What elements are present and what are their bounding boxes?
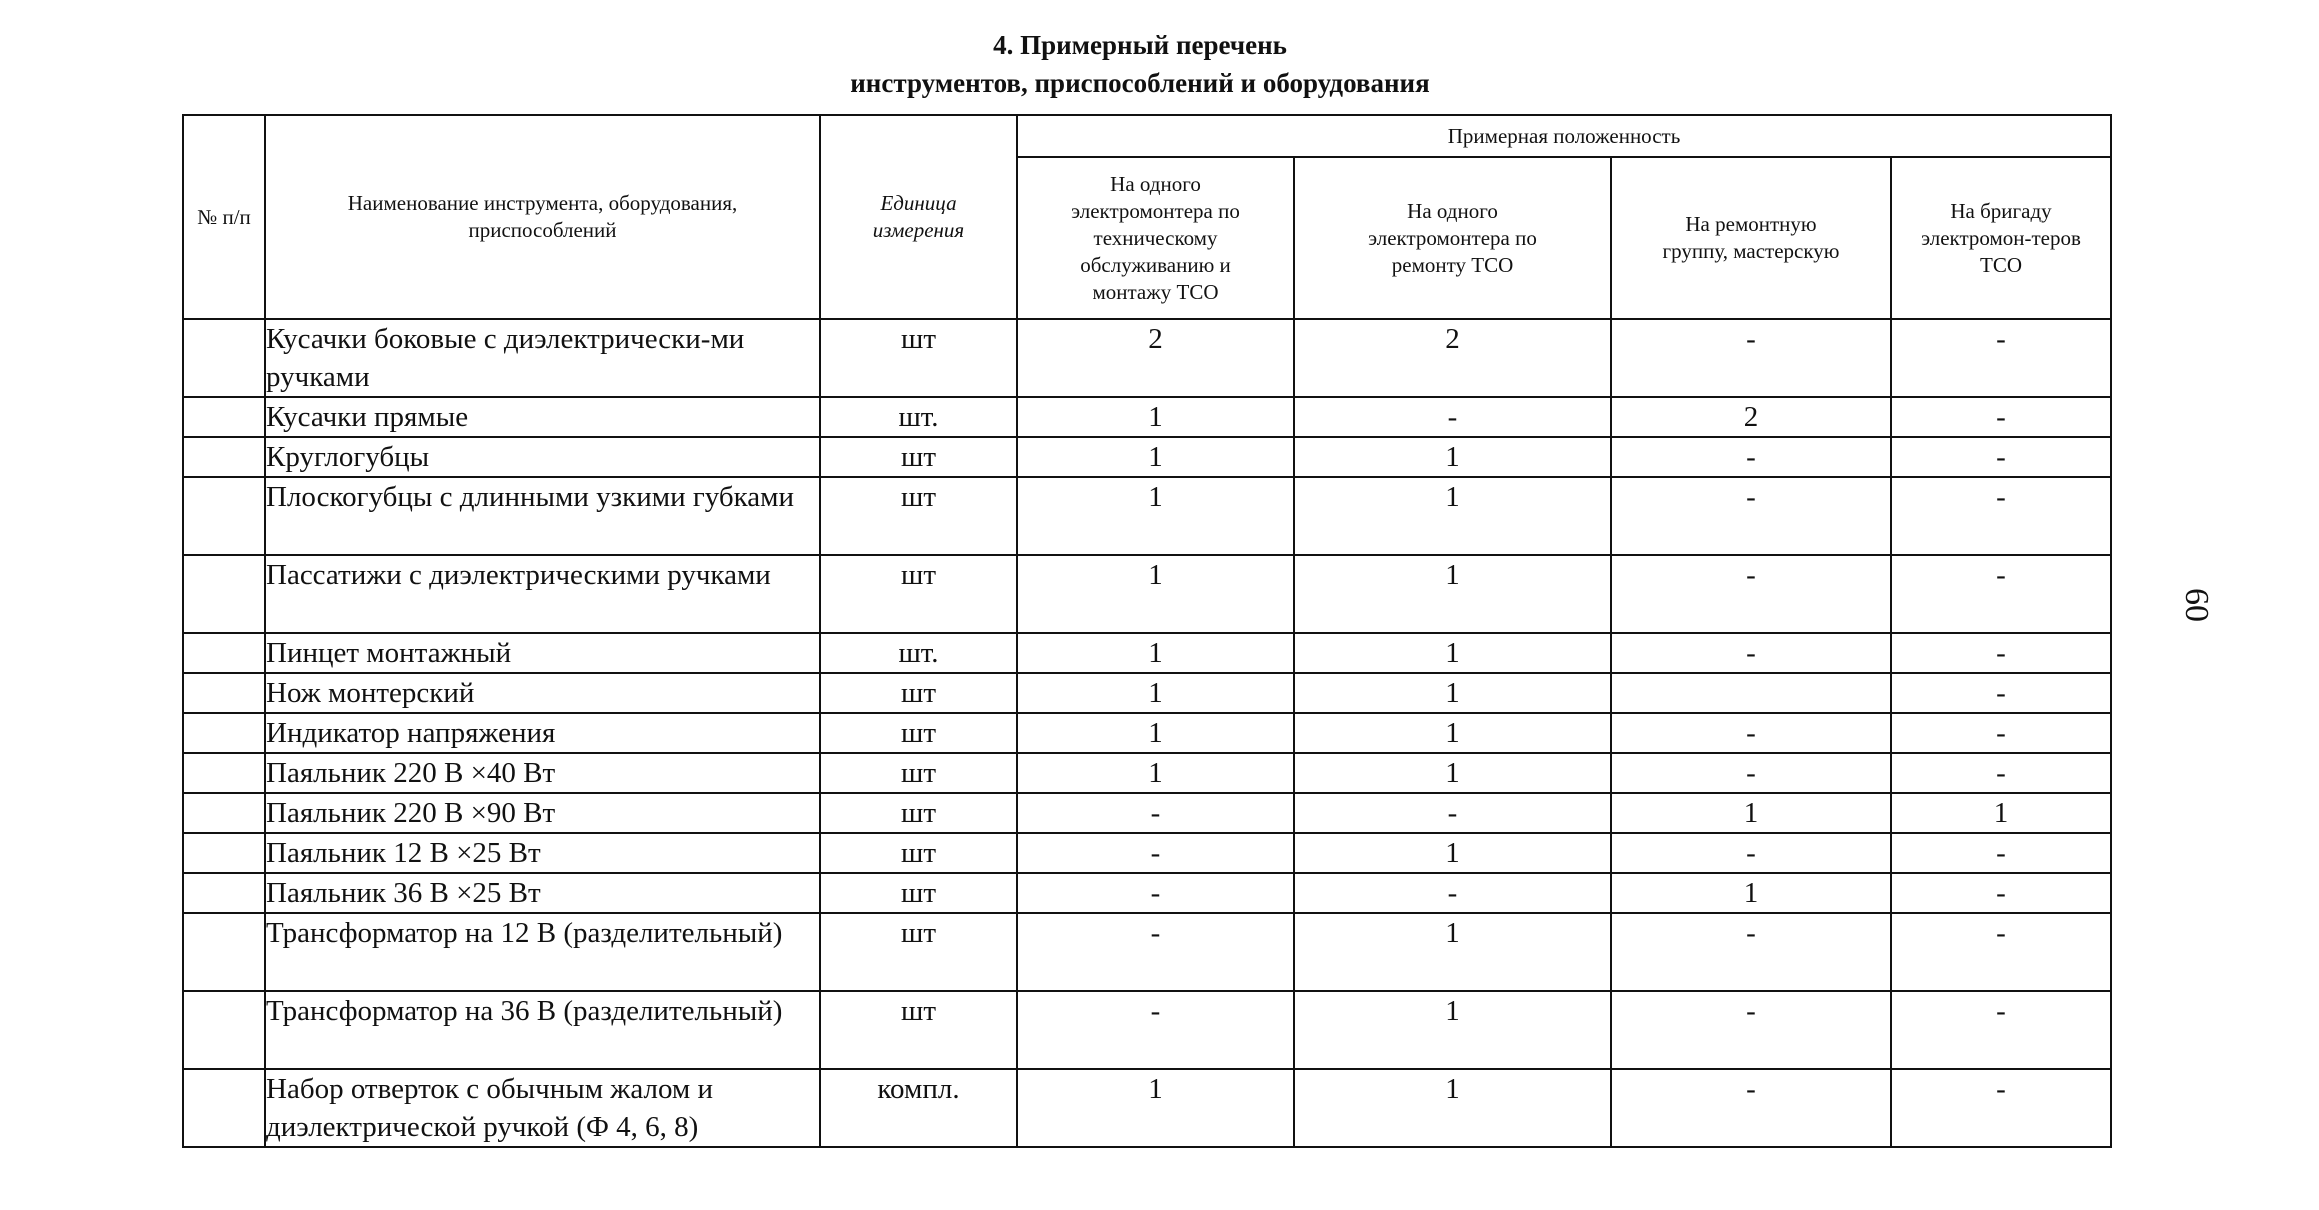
table-row [183,913,2111,991]
qty-maintenance-electrician: - [1017,833,1294,873]
qty-repair-group: 1 [1611,793,1891,833]
qty-repair-electrician: 2 [1294,319,1611,397]
row-number [183,833,265,873]
item-unit: шт [820,833,1017,873]
item-unit: шт [820,913,1017,991]
table-row [183,437,2111,477]
item-unit: шт [820,753,1017,793]
item-unit: шт [820,793,1017,833]
qty-brigade: - [1891,633,2111,673]
qty-brigade: 1 [1891,793,2111,833]
row-number [183,1069,265,1147]
item-name: Индикатор напряжения [265,713,820,753]
qty-maintenance-electrician: 1 [1017,713,1294,753]
qty-brigade: - [1891,477,2111,555]
header-name: Наименование инструмента, оборудования, приспособлений [265,115,820,319]
qty-maintenance-electrician: 1 [1017,753,1294,793]
row-number [183,873,265,913]
item-name: Пинцет монтажный [265,633,820,673]
item-unit: шт [820,991,1017,1069]
header-number: № п/п [183,115,265,319]
item-unit: шт [820,555,1017,633]
qty-repair-electrician: 1 [1294,833,1611,873]
qty-repair-group: - [1611,833,1891,873]
qty-brigade: - [1891,319,2111,397]
row-number [183,477,265,555]
table-row [183,633,2111,673]
qty-repair-electrician: 1 [1294,555,1611,633]
qty-repair-electrician: - [1294,397,1611,437]
item-name: Трансформатор на 36 В (разделительный) [265,991,820,1069]
item-unit: шт [820,873,1017,913]
header-col-repair-electrician: На одного электромонтера по ремонту ТСО [1294,157,1611,319]
qty-repair-group: - [1611,555,1891,633]
item-name: Паяльник 220 В ×40 Вт [265,753,820,793]
item-name: Паяльник 220 В ×90 Вт [265,793,820,833]
table-row [183,793,2111,833]
item-unit: шт [820,437,1017,477]
qty-repair-group: - [1611,713,1891,753]
qty-brigade: - [1891,713,2111,753]
qty-brigade: - [1891,991,2111,1069]
qty-maintenance-electrician: 1 [1017,633,1294,673]
row-number [183,713,265,753]
row-number [183,319,265,397]
item-name: Плоскогубцы с длинными узкими губками [265,477,820,555]
qty-brigade: - [1891,833,2111,873]
item-name: Круглогубцы [265,437,820,477]
item-unit: шт [820,673,1017,713]
table-row [183,753,2111,793]
qty-repair-group: 2 [1611,397,1891,437]
qty-repair-electrician: 1 [1294,713,1611,753]
qty-repair-group: - [1611,319,1891,397]
qty-maintenance-electrician: 1 [1017,437,1294,477]
qty-repair-electrician: 1 [1294,673,1611,713]
qty-repair-group: 1 [1611,873,1891,913]
item-unit: шт [820,713,1017,753]
row-number [183,793,265,833]
qty-repair-group: - [1611,477,1891,555]
header-unit: Единица измерения [820,115,1017,319]
equipment-table [182,114,2112,1148]
qty-brigade: - [1891,397,2111,437]
qty-maintenance-electrician: 1 [1017,397,1294,437]
qty-maintenance-electrician: - [1017,991,1294,1069]
header-group-allocation: Примерная положенность [1017,115,2111,157]
item-unit: компл. [820,1069,1017,1147]
qty-maintenance-electrician: - [1017,793,1294,833]
qty-brigade: - [1891,913,2111,991]
qty-maintenance-electrician: - [1017,913,1294,991]
qty-brigade: - [1891,437,2111,477]
table-row [183,319,2111,397]
qty-repair-group: - [1611,913,1891,991]
item-name: Паяльник 12 В ×25 Вт [265,833,820,873]
qty-repair-group: - [1611,991,1891,1069]
row-number [183,633,265,673]
table-row [183,673,2111,713]
table-row [183,477,2111,555]
qty-repair-electrician: 1 [1294,437,1611,477]
row-number [183,437,265,477]
qty-repair-electrician: 1 [1294,1069,1611,1147]
header-col-brigade: На бригаду электромон-теров ТСО [1891,157,2111,319]
item-name: Кусачки прямые [265,397,820,437]
row-number [183,991,265,1069]
item-unit: шт [820,477,1017,555]
header-col-repair-group: На ремонтную группу, мастерскую [1611,157,1891,319]
item-name: Пассатижи с диэлектрическими ручками [265,555,820,633]
qty-repair-group: - [1611,753,1891,793]
item-name: Набор отверток с обычным жалом и диэлектрической ручкой (Ф 4, 6, 8) [265,1069,820,1147]
table-row [183,555,2111,633]
row-number [183,555,265,633]
qty-repair-electrician: 1 [1294,753,1611,793]
table-row [183,833,2111,873]
row-number [183,673,265,713]
qty-brigade: - [1891,873,2111,913]
qty-repair-electrician: 1 [1294,477,1611,555]
header-col-maintenance-electrician: На одного электромонтера по техническому обслуживанию и монтажу ТСО [1017,157,1294,319]
page-number: 60 [2178,588,2215,622]
qty-repair-electrician: - [1294,793,1611,833]
qty-repair-group: - [1611,1069,1891,1147]
qty-maintenance-electrician: 2 [1017,319,1294,397]
table-row [183,991,2111,1069]
item-unit: шт. [820,397,1017,437]
qty-brigade: - [1891,673,2111,713]
qty-brigade: - [1891,555,2111,633]
item-unit: шт. [820,633,1017,673]
item-name: Нож монтерский [265,673,820,713]
table-row [183,1069,2111,1147]
qty-maintenance-electrician: 1 [1017,1069,1294,1147]
qty-repair-group [1611,673,1891,713]
table-row [183,397,2111,437]
row-number [183,913,265,991]
item-unit: шт [820,319,1017,397]
qty-maintenance-electrician: 1 [1017,673,1294,713]
item-name: Паяльник 36 В ×25 Вт [265,873,820,913]
qty-repair-group: - [1611,437,1891,477]
qty-brigade: - [1891,753,2111,793]
row-number [183,397,265,437]
qty-repair-electrician: - [1294,873,1611,913]
table-row [183,873,2111,913]
document-title-line-2: инструментов, приспособлений и оборудования [850,68,1430,98]
qty-maintenance-electrician: 1 [1017,477,1294,555]
qty-repair-electrician: 1 [1294,913,1611,991]
item-name: Трансформатор на 12 В (разделительный) [265,913,820,991]
qty-maintenance-electrician: - [1017,873,1294,913]
table-row [183,713,2111,753]
qty-repair-group: - [1611,633,1891,673]
qty-repair-electrician: 1 [1294,991,1611,1069]
qty-maintenance-electrician: 1 [1017,555,1294,633]
qty-brigade: - [1891,1069,2111,1147]
document-title-line-1: 4. Примерный перечень [993,30,1287,60]
qty-repair-electrician: 1 [1294,633,1611,673]
item-name: Кусачки боковые с диэлектрически-ми ручками [265,319,820,397]
row-number [183,753,265,793]
